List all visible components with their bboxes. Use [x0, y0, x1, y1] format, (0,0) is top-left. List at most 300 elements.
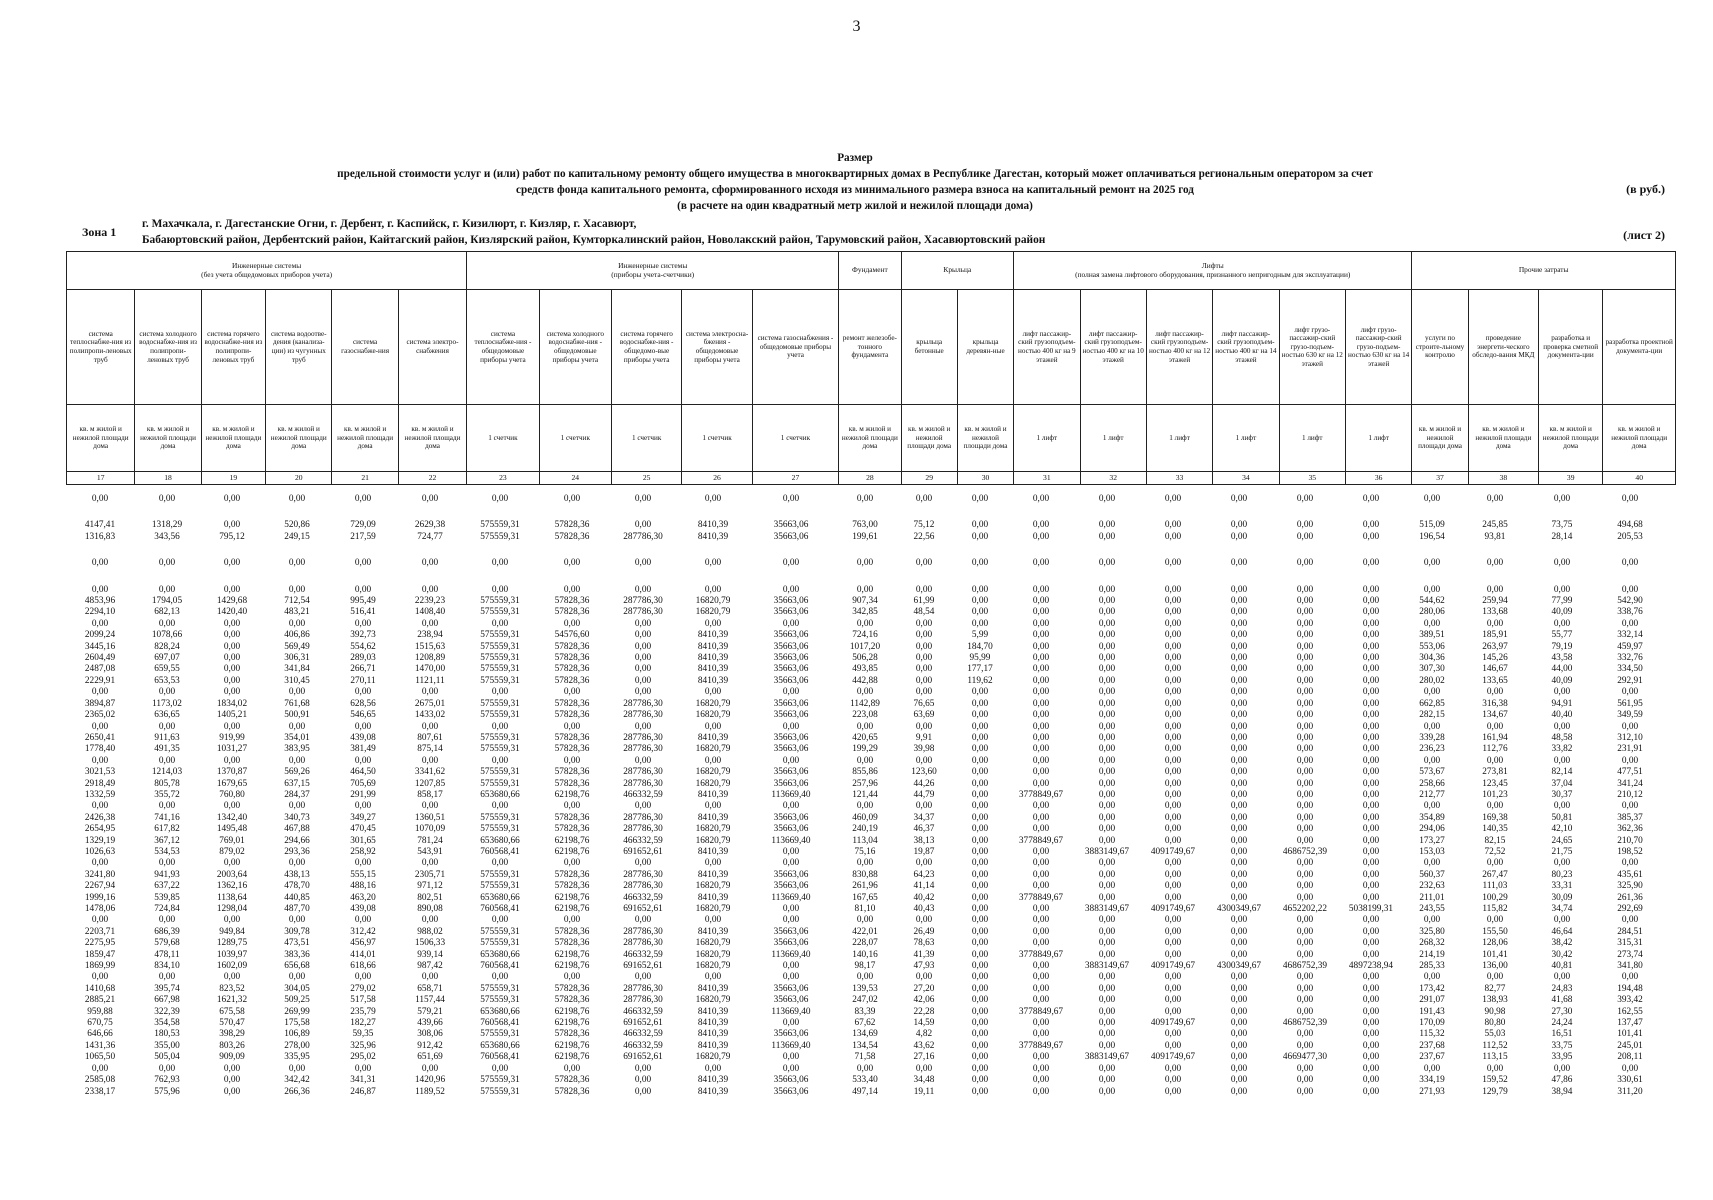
table-cell: 312,10 — [1617, 732, 1643, 743]
table-cell: 470,45 — [350, 824, 376, 835]
table-cell: 0,00 — [634, 972, 652, 983]
table-cell: 691652,61 — [623, 904, 663, 914]
table-cell: 28,14 — [1551, 531, 1573, 542]
table-cell: 237,67 — [1419, 1052, 1445, 1063]
table-cell: 682,13 — [154, 607, 180, 618]
table-cell: 257,96 — [852, 778, 878, 789]
table-cell: 0,00 — [1164, 767, 1182, 778]
table-cell: 1017,20 — [849, 641, 881, 652]
table-cell: 0,00 — [158, 858, 176, 869]
table-cell: 464,50 — [350, 767, 376, 778]
table-cell: 3883149,67 — [1084, 904, 1130, 914]
table-cell: 0,00 — [1486, 721, 1504, 732]
table-cell: 240,19 — [852, 824, 878, 835]
table-cell: 0,00 — [1164, 915, 1182, 926]
table-cell: 39,98 — [913, 744, 935, 755]
table-cell: 653,53 — [154, 675, 180, 686]
table-row — [66, 836, 1676, 847]
table-cell: 16820,79 — [695, 596, 731, 607]
table-cell: 170,09 — [1419, 1018, 1445, 1029]
table-cell: 0,00 — [1164, 972, 1182, 983]
table-cell: 691652,61 — [623, 846, 663, 857]
table-cell: 3341,62 — [414, 767, 446, 778]
table-cell: 0,00 — [421, 558, 439, 569]
table-cell: 0,00 — [1164, 653, 1182, 664]
table-cell: 483,21 — [284, 607, 310, 618]
table-cell: 763,00 — [852, 520, 878, 531]
table-cell: 304,36 — [1419, 653, 1445, 664]
table-cell: 0,00 — [1098, 558, 1116, 569]
table-cell: 0,00 — [634, 618, 652, 629]
column-unit: кв. м жилой и нежилой площади дома — [1468, 405, 1538, 472]
table-cell: 309,78 — [284, 926, 310, 937]
table-cell: 0,00 — [1032, 531, 1050, 542]
table-cell: 1869,99 — [84, 961, 116, 972]
table-cell: 46,64 — [1551, 926, 1573, 937]
table-cell: 62198,76 — [554, 1052, 590, 1063]
table-cell: 16820,79 — [695, 938, 731, 949]
table-cell: 0,00 — [1230, 664, 1248, 675]
table-cell: 0,00 — [563, 584, 581, 595]
table-cell: 0,00 — [1098, 812, 1116, 823]
table-cell: 0,00 — [1621, 584, 1639, 595]
table-row — [66, 881, 1676, 892]
table-cell: 0,00 — [223, 915, 241, 926]
table-cell: 237,68 — [1419, 1040, 1445, 1051]
table-cell: 354,89 — [1419, 812, 1445, 823]
table-cell: 113,15 — [1482, 1052, 1508, 1063]
table-cell: 123,45 — [1482, 778, 1508, 789]
table-cell: 0,00 — [1362, 520, 1380, 531]
table-cell: 0,00 — [1362, 881, 1380, 892]
table-cell: 266,36 — [284, 1086, 310, 1097]
table-cell: 2275,95 — [84, 938, 116, 949]
table-cell: 19,11 — [913, 1086, 935, 1097]
table-cell: 3241,80 — [84, 869, 116, 880]
column-number: 25 — [611, 472, 681, 485]
title-line: средств фонда капитального ремонта, сформированного исходя из минимального размера взноса на капитальный ремонт на 2025 год — [516, 184, 1194, 196]
table-cell: 16820,79 — [695, 744, 731, 755]
table-cell: 0,00 — [1486, 858, 1504, 869]
table-cell: 0,00 — [1362, 995, 1380, 1006]
table-cell: 0,00 — [91, 687, 109, 698]
table-cell: 0,00 — [1553, 618, 1571, 629]
table-cell: 381,49 — [350, 744, 376, 755]
table-cell: 393,42 — [1617, 995, 1643, 1006]
table-cell: 941,93 — [154, 869, 180, 880]
table-cell: 1360,51 — [414, 812, 446, 823]
table-cell: 0,00 — [1098, 1075, 1116, 1086]
table-cell: 534,53 — [154, 846, 180, 857]
table-cell: 0,00 — [704, 858, 722, 869]
table-row — [66, 653, 1676, 664]
table-cell: 670,75 — [87, 1018, 113, 1029]
table-row — [66, 607, 1676, 618]
table-cell: 0,00 — [354, 801, 372, 812]
table-cell: 0,00 — [1164, 596, 1182, 607]
column-number: 19 — [201, 472, 265, 485]
table-cell: 0,00 — [1164, 1086, 1182, 1097]
table-cell: 0,00 — [1230, 1086, 1248, 1097]
table-cell: 473,51 — [284, 938, 310, 949]
table-cell: 0,00 — [634, 653, 652, 664]
table-cell: 554,62 — [350, 641, 376, 652]
table-cell: 48,58 — [1551, 732, 1573, 743]
table-cell: 653680,66 — [480, 789, 520, 800]
table-cell: 0,00 — [1164, 710, 1182, 721]
table-cell: 62198,76 — [554, 846, 590, 857]
table-cell: 459,97 — [1617, 641, 1643, 652]
table-cell: 0,00 — [354, 618, 372, 629]
table-cell: 4300349,67 — [1216, 961, 1262, 972]
table-cell: 159,52 — [1482, 1075, 1508, 1086]
table-cell: 4669477,30 — [1282, 1052, 1328, 1063]
table-cell: 1408,40 — [414, 607, 446, 618]
table-cell: 0,00 — [1032, 494, 1050, 504]
table-cell: 0,00 — [1230, 869, 1248, 880]
table-cell: 1794,05 — [151, 596, 183, 607]
table-cell: 439,08 — [350, 732, 376, 743]
table-cell: 760568,41 — [480, 846, 520, 857]
table-cell: 0,00 — [1362, 846, 1380, 857]
table-cell: 0,00 — [1296, 1086, 1314, 1097]
table-cell: 1173,02 — [152, 698, 182, 709]
table-cell: 0,00 — [1362, 1006, 1380, 1017]
table-cell: 389,51 — [1419, 630, 1445, 641]
table-row — [66, 984, 1676, 995]
table-cell: 0,00 — [1230, 846, 1248, 857]
table-cell: 0,00 — [971, 732, 989, 743]
table-cell: 0,00 — [1553, 1063, 1571, 1074]
table-cell: 0,00 — [1032, 732, 1050, 743]
table-cell: 8410,39 — [697, 664, 729, 675]
table-cell: 0,00 — [1423, 972, 1441, 983]
table-row — [66, 744, 1676, 755]
table-cell: 198,52 — [1617, 846, 1643, 857]
table-cell: 466332,59 — [623, 892, 663, 903]
table-cell: 939,14 — [417, 949, 443, 960]
table-cell: 617,82 — [154, 824, 180, 835]
table-cell: 0,00 — [1621, 558, 1639, 569]
table-cell: 651,69 — [417, 1052, 443, 1063]
column-header: система водоотве-дения (канализа-ции) из чугунных труб — [266, 290, 332, 405]
table-cell: 0,00 — [856, 494, 874, 504]
table-row — [66, 801, 1676, 812]
table-cell: 0,00 — [1296, 926, 1314, 937]
column-header: крыльца деревян-ные — [957, 290, 1013, 405]
table-cell: 1506,33 — [414, 938, 446, 949]
table-cell: 0,00 — [1362, 607, 1380, 618]
table-cell: 155,50 — [1482, 926, 1508, 937]
table-cell: 0,00 — [1553, 858, 1571, 869]
table-cell: 2099,24 — [84, 630, 116, 641]
table-cell: 119,62 — [967, 675, 993, 686]
table-cell: 0,00 — [634, 520, 652, 531]
table-cell: 82,77 — [1484, 983, 1506, 994]
table-cell: 101,41 — [1482, 949, 1508, 960]
table-cell: 340,73 — [284, 812, 310, 823]
table-cell: 1078,66 — [151, 630, 183, 641]
table-cell: 0,00 — [1230, 812, 1248, 823]
table-row — [66, 596, 1676, 607]
table-cell: 0,00 — [1164, 789, 1182, 800]
table-cell: 2267,94 — [84, 881, 116, 892]
table-cell: 0,00 — [1098, 744, 1116, 755]
table-cell: 0,00 — [158, 972, 176, 983]
table-cell: 342,85 — [852, 607, 878, 618]
table-cell: 0,00 — [1032, 869, 1050, 880]
column-unit: 1 лифт — [1345, 405, 1411, 472]
table-cell: 0,00 — [288, 721, 306, 732]
table-cell: 0,00 — [223, 653, 241, 664]
table-cell: 0,00 — [634, 687, 652, 698]
column-group-header: Фундамент — [839, 252, 901, 290]
table-cell: 0,00 — [782, 618, 800, 629]
table-row — [66, 1029, 1676, 1040]
table-cell: 140,16 — [852, 949, 878, 960]
table-row — [66, 1064, 1676, 1075]
table-cell: 0,00 — [1230, 915, 1248, 926]
table-cell: 2338,17 — [84, 1086, 116, 1097]
table-cell: 16820,79 — [695, 607, 731, 618]
table-cell: 0,00 — [1296, 630, 1314, 641]
table-cell: 762,93 — [154, 1075, 180, 1086]
table-cell: 392,73 — [350, 630, 376, 641]
table-cell: 3894,87 — [84, 698, 116, 709]
table-cell: 0,00 — [1296, 995, 1314, 1006]
table-cell: 575559,31 — [480, 664, 520, 675]
table-cell: 113669,40 — [771, 1006, 811, 1017]
table-row — [66, 1018, 1676, 1029]
table-cell: 439,08 — [350, 904, 376, 914]
table-row — [66, 722, 1676, 733]
table-cell: 0,00 — [421, 972, 439, 983]
table-cell: 0,00 — [782, 915, 800, 926]
table-cell: 115,32 — [1419, 1029, 1445, 1040]
table-cell: 35663,06 — [773, 531, 809, 542]
table-cell: 691652,61 — [623, 1052, 663, 1063]
table-cell: 0,00 — [1098, 710, 1116, 721]
table-cell: 0,00 — [563, 618, 581, 629]
table-cell: 383,95 — [284, 744, 310, 755]
table-cell: 355,72 — [154, 789, 180, 800]
table-cell: 0,00 — [1164, 618, 1182, 629]
table-cell: 334,19 — [1419, 1075, 1445, 1086]
table-cell: 16820,79 — [695, 778, 731, 789]
table-cell: 0,00 — [634, 641, 652, 652]
table-cell: 57828,36 — [554, 824, 590, 835]
table-cell: 0,00 — [1296, 767, 1314, 778]
column-unit: 1 лифт — [1146, 405, 1212, 472]
table-cell: 0,00 — [1362, 972, 1380, 983]
table-cell: 0,00 — [1098, 732, 1116, 743]
table-cell: 338,76 — [1617, 607, 1643, 618]
table-cell: 0,00 — [1362, 1086, 1380, 1097]
column-header: лифт грузо-пассажир-ский грузо-подъем-ностью 630 кг на 14 этажей — [1345, 290, 1411, 405]
table-cell: 0,00 — [1423, 721, 1441, 732]
table-cell: 0,00 — [288, 972, 306, 983]
table-cell: 0,00 — [421, 584, 439, 595]
column-number: 37 — [1412, 472, 1468, 485]
table-cell: 0,00 — [1098, 983, 1116, 994]
table-cell: 1157,44 — [415, 995, 445, 1006]
table-row — [66, 676, 1676, 687]
table-cell: 5038199,31 — [1348, 904, 1394, 914]
table-cell: 0,00 — [1296, 938, 1314, 949]
unit-note: (в руб.) — [1626, 182, 1665, 196]
table-cell: 0,00 — [1296, 744, 1314, 755]
table-cell: 406,86 — [284, 630, 310, 641]
table-cell: 686,39 — [154, 926, 180, 937]
table-cell: 0,00 — [1164, 938, 1182, 949]
table-cell: 339,28 — [1419, 732, 1445, 743]
cost-table-header — [66, 251, 1676, 485]
table-cell: 0,00 — [971, 789, 989, 800]
table-cell: 0,00 — [1296, 698, 1314, 709]
column-header: система газоснабже-ния — [332, 290, 398, 405]
table-cell: 569,26 — [284, 767, 310, 778]
table-cell: 517,58 — [350, 995, 376, 1006]
table-cell: 35663,06 — [773, 630, 809, 641]
table-cell: 243,55 — [1419, 904, 1445, 914]
table-cell: 259,94 — [1482, 596, 1508, 607]
table-cell: 0,00 — [354, 494, 372, 504]
table-cell: 442,88 — [852, 675, 878, 686]
table-cell: 0,00 — [634, 494, 652, 504]
table-cell: 238,94 — [417, 630, 443, 641]
table-cell: 57828,36 — [554, 926, 590, 937]
table-cell: 0,00 — [1164, 812, 1182, 823]
table-cell: 463,20 — [350, 892, 376, 903]
table-row — [66, 585, 1676, 596]
table-cell: 500,91 — [284, 710, 310, 721]
table-row — [66, 927, 1676, 938]
column-number: 30 — [957, 472, 1013, 485]
table-cell: 35663,06 — [773, 641, 809, 652]
table-cell: 4652202,22 — [1282, 904, 1328, 914]
table-cell: 196,54 — [1419, 531, 1445, 542]
table-cell: 1602,09 — [216, 961, 248, 972]
table-cell: 0,00 — [223, 1086, 241, 1097]
table-cell: 57828,36 — [554, 596, 590, 607]
table-cell: 35663,06 — [773, 824, 809, 835]
territories-line: Бабаюртовский район, Дербентский район, Кайтагский район, Кизлярский район, Кумторкалинский район, Новолакский район, Тарумовский район, Хасавюртовский район — [142, 234, 1046, 246]
table-row — [66, 630, 1676, 641]
table-cell: 100,29 — [1482, 892, 1508, 903]
table-cell: 0,00 — [1098, 531, 1116, 542]
table-cell: 0,00 — [1164, 494, 1182, 504]
table-cell: 43,62 — [913, 1040, 935, 1051]
table-cell: 1031,27 — [216, 744, 248, 755]
table-cell: 575559,31 — [480, 596, 520, 607]
table-cell: 0,00 — [223, 687, 241, 698]
table-cell: 0,00 — [1032, 881, 1050, 892]
table-cell: 137,47 — [1617, 1018, 1643, 1029]
table-cell: 653680,66 — [480, 1006, 520, 1017]
table-cell: 138,93 — [1482, 995, 1508, 1006]
table-cell: 422,01 — [852, 926, 878, 937]
table-cell: 0,00 — [915, 630, 933, 641]
column-header: система электро-снабжения — [398, 290, 466, 405]
table-cell: 194,48 — [1617, 983, 1643, 994]
table-cell: 383,36 — [284, 949, 310, 960]
table-cell: 0,00 — [1098, 664, 1116, 675]
table-cell: 0,00 — [971, 869, 989, 880]
table-cell: 0,00 — [634, 558, 652, 569]
table-cell: 803,26 — [219, 1040, 245, 1051]
table-cell: 0,00 — [1296, 531, 1314, 542]
table-cell: 0,00 — [1164, 744, 1182, 755]
table-cell: 0,00 — [1296, 778, 1314, 789]
column-group-header: Лифты (полная замена лифтового оборудования, признанного непригодным для эксплуатации) — [1014, 252, 1412, 290]
table-cell: 0,00 — [1032, 915, 1050, 926]
table-cell: 0,00 — [1230, 494, 1248, 504]
table-cell: 0,00 — [288, 687, 306, 698]
table-cell: 0,00 — [491, 1063, 509, 1074]
table-cell: 0,00 — [971, 755, 989, 766]
table-cell: 82,15 — [1484, 835, 1506, 846]
table-cell: 294,66 — [284, 835, 310, 846]
table-row — [66, 687, 1676, 698]
table-cell: 0,00 — [1164, 755, 1182, 766]
table-cell: 691652,61 — [623, 1018, 663, 1029]
table-cell: 57828,36 — [554, 744, 590, 755]
table-cell: 0,00 — [1553, 721, 1571, 732]
table-cell: 325,96 — [350, 1040, 376, 1051]
table-cell: 9,91 — [915, 732, 933, 743]
table-cell: 212,77 — [1419, 789, 1445, 800]
table-cell: 4300349,67 — [1216, 904, 1262, 914]
column-header: услуги по строите-льному контролю — [1412, 290, 1468, 405]
table-cell: 0,00 — [856, 618, 874, 629]
table-cell: 395,74 — [154, 983, 180, 994]
table-cell: 16820,79 — [695, 1052, 731, 1063]
table-cell: 0,00 — [1621, 1063, 1639, 1074]
sheet-note: (лист 2) — [1623, 228, 1665, 242]
table-cell: 0,00 — [354, 584, 372, 595]
table-cell: 0,00 — [1032, 1029, 1050, 1040]
column-unit: 1 лифт — [1279, 405, 1345, 472]
table-cell: 460,09 — [852, 812, 878, 823]
table-cell: 33,75 — [1551, 1040, 1573, 1051]
table-cell: 0,00 — [91, 915, 109, 926]
table-cell: 0,00 — [223, 558, 241, 569]
table-cell: 8410,39 — [697, 1075, 729, 1086]
table-cell: 0,00 — [1296, 789, 1314, 800]
table-cell: 724,84 — [154, 904, 180, 914]
table-cell: 0,00 — [223, 675, 241, 686]
table-cell: 40,42 — [913, 892, 935, 903]
table-cell: 0,00 — [915, 641, 933, 652]
table-cell: 0,00 — [1296, 1040, 1314, 1051]
column-group-header: Прочие затраты — [1412, 252, 1676, 290]
table-cell: 90,98 — [1484, 1006, 1506, 1017]
table-cell: 0,00 — [1362, 618, 1380, 629]
table-cell: 0,00 — [856, 721, 874, 732]
table-cell: 487,70 — [284, 904, 310, 914]
table-cell: 35663,06 — [773, 675, 809, 686]
table-cell: 8410,39 — [697, 846, 729, 857]
table-cell: 3778849,67 — [1018, 949, 1064, 960]
table-cell: 414,01 — [350, 949, 376, 960]
table-cell: 0,00 — [1362, 641, 1380, 652]
table-cell: 987,42 — [417, 961, 443, 972]
table-row — [66, 756, 1676, 767]
table-cell: 0,00 — [1362, 949, 1380, 960]
table-cell: 8410,39 — [697, 520, 729, 531]
table-cell: 0,00 — [223, 584, 241, 595]
column-unit: 1 счетчик — [752, 405, 838, 472]
